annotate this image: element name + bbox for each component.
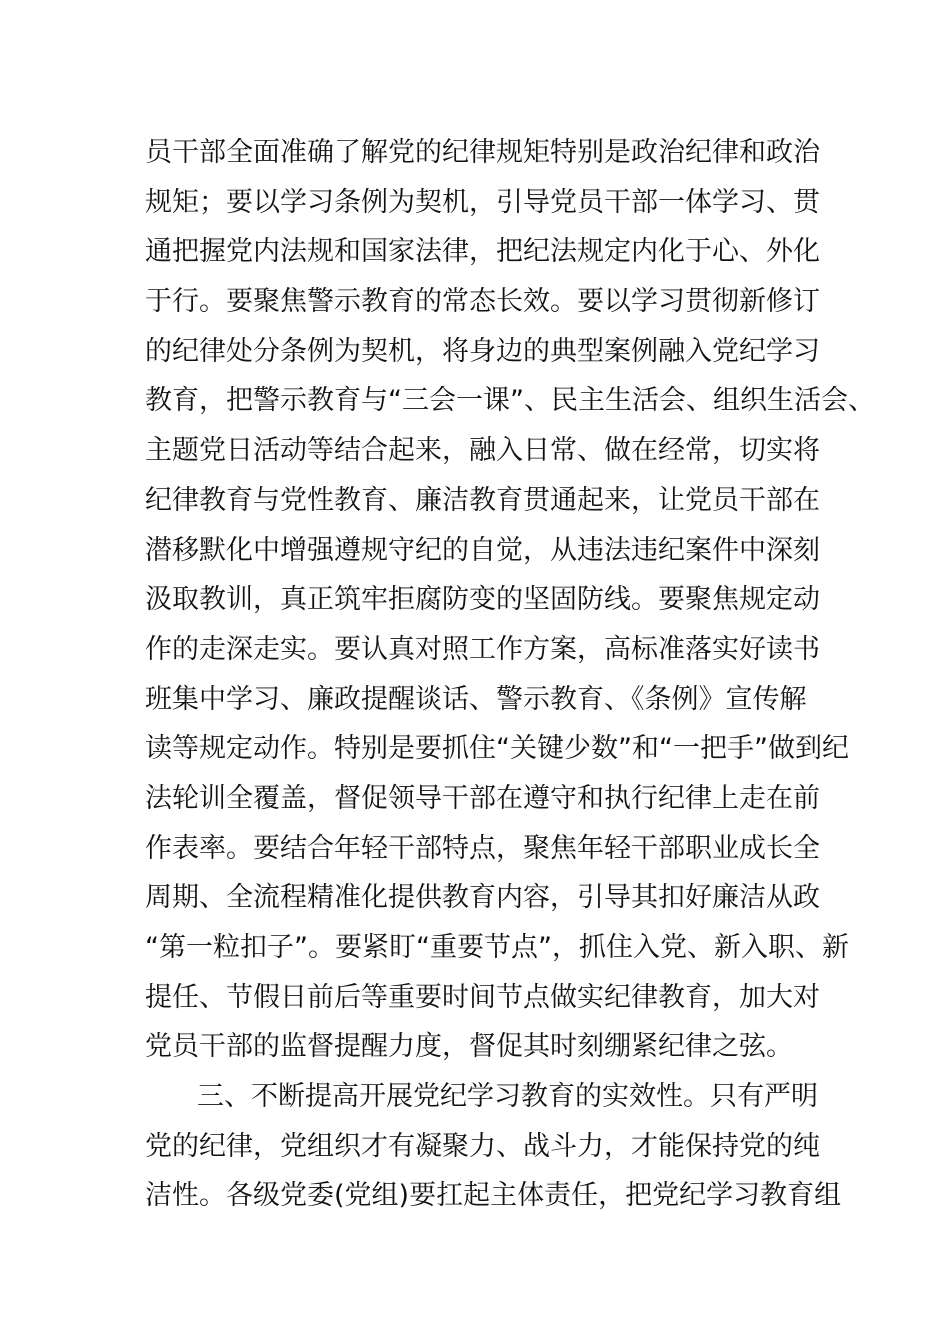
text-line: 的纪律处分条例为契机，将身边的典型案例融入党纪学习 (145, 335, 820, 367)
text-line: 周期、全流程精准化提供教育内容，引导其扣好廉洁从政 (145, 882, 820, 914)
text-line: 汲取教训，真正筑牢拒腐防变的坚固防线。要聚焦规定动 (145, 584, 820, 616)
text-line: 主题党日活动等结合起来，融入日常、做在经常，切实将 (145, 435, 820, 467)
text-line: 作表率。要结合年轻干部特点，聚焦年轻干部职业成长全 (145, 832, 820, 864)
text-line: 提任、节假日前后等重要时间节点做实纪律教育，加大对 (145, 981, 820, 1013)
text-line: 于行。要聚焦警示教育的常态长效。要以学习贯彻新修订 (145, 286, 820, 318)
text-line: 读等规定动作。特别是要抓住“关键少数”和“一把手”做到纪 (145, 733, 849, 765)
text-line: 规矩；要以学习条例为契机，引导党员干部一体学习、贯 (145, 186, 820, 218)
body-text (145, 128, 875, 1221)
text-line: 班集中学习、廉政提醒谈话、警示教育、《条例》宣传解 (145, 683, 807, 715)
text-line: 纪律教育与党性教育、廉洁教育贯通起来，让党员干部在 (145, 484, 820, 516)
text-line: 潜移默化中增强遵规守纪的自觉，从违法违纪案件中深刻 (145, 534, 820, 566)
text-line: 教育，把警示教育与“三会一课”、民主生活会、组织生活会、 (145, 385, 875, 417)
text-line: 员干部全面准确了解党的纪律规矩特别是政治纪律和政治 (145, 137, 820, 168)
text-line: 洁性。各级党委(党组)要扛起主体责任，把党纪学习教育组 (145, 1180, 842, 1212)
text-line: 党的纪律，党组织才有凝聚力、战斗力，才能保持党的纯 (145, 1130, 820, 1162)
section-heading-line: 三、不断提高开展党纪学习教育的实效性。只有严明 (197, 1081, 818, 1113)
text-line: 法轮训全覆盖，督促领导干部在遵守和执行纪律上走在前 (145, 782, 820, 814)
text-line: “第一粒扣子”。要紧盯“重要节点”，抓住入党、新入职、新 (145, 932, 849, 963)
text-line: 党员干部的监督提醒力度，督促其时刻绷紧纪律之弦。 (145, 1031, 793, 1063)
text-line: 作的走深走实。要认真对照工作方案，高标准落实好读书 (145, 633, 820, 665)
text-line: 通把握党内法规和国家法律，把纪法规定内化于心、外化 (145, 236, 820, 268)
